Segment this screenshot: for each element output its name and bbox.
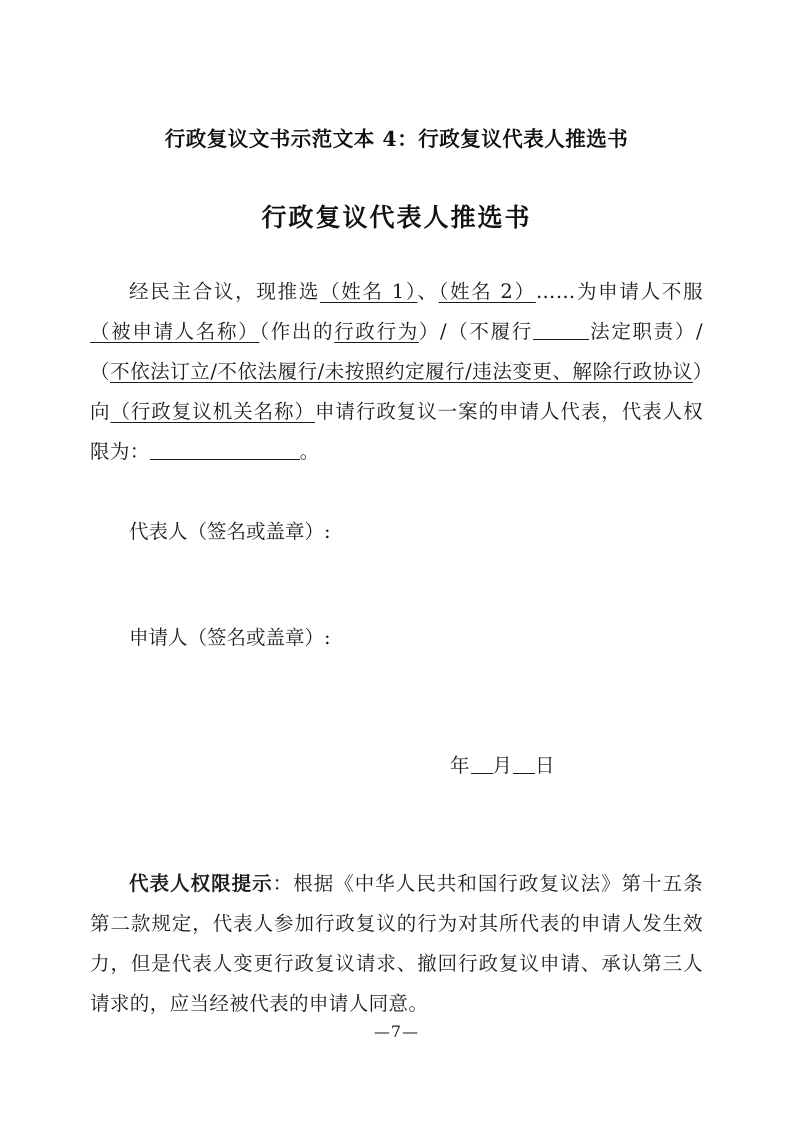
date-month-blank: [471, 753, 493, 774]
name-2-placeholder: （姓名 2）: [438, 279, 536, 303]
paragraph-ellipsis: ……为申请人不服: [535, 279, 703, 303]
date-year-label: 年: [450, 753, 471, 777]
document-body: [90, 0, 703, 1024]
paragraph-segment-1: 经民主合议，现推选: [129, 279, 321, 303]
name-1-placeholder: （姓名 1）: [320, 279, 418, 303]
document-title: 行政复议代表人推选书: [261, 202, 532, 232]
date-line: [90, 746, 703, 786]
agreement-choices: 不依法订立/不依法履行/未按照约定履行/违法变更、解除行政协议: [110, 359, 693, 383]
date-month-label: 月: [492, 753, 514, 777]
paragraph-segment-7: 申请行政复议一案的申请人代表，代表人权限为：: [90, 399, 703, 463]
date-day-blank: [513, 753, 535, 774]
authority-note-text: 根据《中华人民共和国行政复议法》第十五条第二款规定，代表人参加行政复议的行为对其所代表的申请人发生效力，但是代表人变更行政复议请求、撤回行政复议申请、承认第三人请求的，应当经被代表的申请人同意。: [90, 871, 703, 1015]
main-paragraph: [90, 272, 703, 472]
representative-signature-line: 代表人（签名或盖章）:: [129, 519, 331, 543]
authority-note: [90, 864, 703, 1024]
paragraph-segment-8: 。: [299, 439, 320, 463]
paragraph-segment-6: ）向: [90, 359, 703, 423]
document-header-title: 行政复议文书示范文本 4：行政复议代表人推选书: [164, 127, 629, 151]
applicant-signature-line: 申请人（签名或盖章）:: [129, 625, 331, 649]
paragraph-segment-2: （作出的: [259, 319, 335, 343]
review-organ-placeholder: （行政复议机关名称）: [110, 399, 315, 423]
paragraph-segment-5: /（: [90, 319, 703, 383]
duty-blank-field: [533, 319, 589, 340]
paragraph-segment-4: 法定职责）: [588, 319, 696, 343]
administrative-act-placeholder: 行政行为: [334, 319, 419, 343]
respondent-placeholder: （被申请人名称）: [90, 319, 260, 343]
paragraph-segment-3: ）/（不履行: [418, 319, 533, 343]
authority-note-label: 代表人权限提示: [129, 871, 273, 895]
authority-note-colon: ：: [272, 871, 294, 895]
page-number: —7—: [373, 1022, 420, 1041]
authority-blank-field: [150, 439, 300, 460]
date-day-label: 日: [535, 753, 556, 777]
name-separator: 、: [417, 279, 439, 303]
